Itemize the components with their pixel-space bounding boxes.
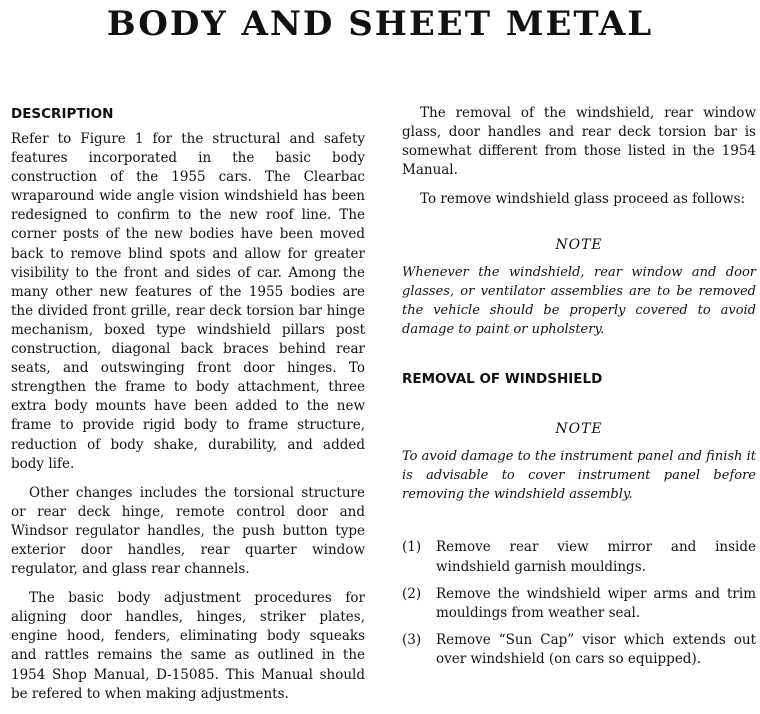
step-number: (3) xyxy=(402,631,422,648)
page-title: BODY AND SHEET METAL xyxy=(106,4,654,44)
paragraph: The basic body adjustment procedures for aligning door handles, hinges, striker plates, engine hood, fenders, eliminating body squeaks and rattles remains the same as outlined in the 1954 Shop Manual, D-15085. This Manual should be refered to when making adjustments. xyxy=(11,590,365,702)
step-text: Remove rear view mirror and inside windshield garnish mouldings. xyxy=(436,539,756,575)
note-block xyxy=(402,235,756,339)
step-text: Remove the windshield wiper arms and trim mouldings from weather seal. xyxy=(436,585,756,621)
note-text: Whenever the windshield, rear window and door glasses, or ventilator assemblies are to be removed the vehicle should be properly covered to avoid damage to paint or upholstery. xyxy=(402,265,756,338)
note-block xyxy=(402,419,756,504)
paragraph: To remove windshield glass proceed as follows: xyxy=(420,191,746,208)
left-column xyxy=(11,104,365,714)
paragraph: The removal of the windshield, rear window glass, door handles and rear deck torsion bar is somewhat different from those listed in the 1954 Manual. xyxy=(402,105,756,179)
paragraph: Other changes includes the torsional structure or rear deck hinge, remote control door and Windsor regulator handles, the push button type exterior door handles, rear quarter window regulator, and glass rear channels. xyxy=(11,484,365,578)
right-column xyxy=(402,104,756,677)
step-number: (1) xyxy=(402,539,422,556)
step-number: (2) xyxy=(402,585,422,602)
note-title: NOTE xyxy=(555,421,603,438)
step-text: Remove “Sun Cap” visor which extends out over windshield (on cars so equipped). xyxy=(436,631,756,667)
note-text: To avoid damage to the instrument panel and finish it is advisable to cover instrument panel before removing the windshield assembly. xyxy=(402,449,756,503)
list-item xyxy=(402,631,756,669)
note-title: NOTE xyxy=(555,237,603,254)
list-item xyxy=(402,585,756,623)
section-heading-description: DESCRIPTION xyxy=(11,106,114,122)
paragraph: Refer to Figure 1 for the structural and safety features incorporated in the basic body construction of the 1955 cars. The Clearbac wraparound wide angle vision windshield has been redesigned to confirm to the new roof line. The corner posts of the new bodies have been moved back to remove blind spots and allow for greater visibility to the front and sides of car. Among the many other new features of the 1955 bodies are the divided front grille, rear deck torsion bar hinge mechanism, boxed type windshield pillars post construction, diagonal back braces behind rear seats, and outswinging front door hinges. To strengthen the frame to body attachment, three extra body mounts have been added to the new frame to provide rigid body to frame structure, reduction of body shake, durability, and added body life. xyxy=(11,131,365,472)
list-item xyxy=(402,538,756,576)
section-heading-removal: REMOVAL OF WINDSHIELD xyxy=(402,371,603,388)
